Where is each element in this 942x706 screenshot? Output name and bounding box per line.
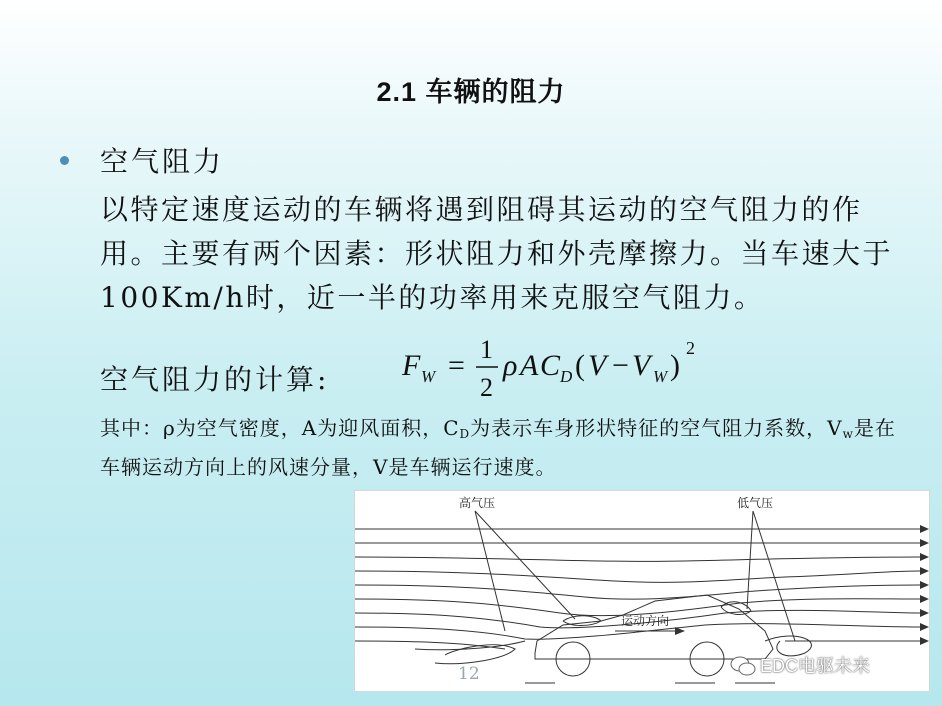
- formula-C: C: [540, 349, 561, 382]
- formula-F: F: [402, 349, 421, 382]
- formula-denominator: 2: [480, 373, 493, 402]
- formula-equals: =: [448, 349, 465, 382]
- label-direction: 运动方向: [621, 614, 670, 628]
- formula-A: A: [520, 349, 539, 382]
- formula-F-sub: W: [421, 367, 436, 386]
- drag-formula: [400, 322, 720, 402]
- note-sub-1: D: [459, 427, 471, 441]
- section-heading: 空气阻力: [100, 145, 225, 178]
- formula-close-paren: ): [670, 349, 680, 382]
- formula-open-paren: (: [575, 349, 585, 382]
- watermark-text: EDC电驱未来: [760, 656, 871, 676]
- slide-title: 2.1 车辆的阻力: [376, 77, 566, 107]
- formula-C-sub: D: [560, 367, 573, 386]
- formula-exponent: 2: [686, 338, 695, 358]
- variable-note: [100, 412, 900, 484]
- description-paragraph: 以特定速度运动的车辆将遇到阻碍其运动的空气阻力的作用。主要有两个因素：形状阻力和外壳摩擦力。当车速大于100Km/h时，近一半的功率用来克服空气阻力。: [100, 193, 894, 314]
- note-part-3: 是在车辆运动方向上的风速分量，V是车辆运行速度。: [100, 416, 896, 479]
- bullet-icon: [60, 156, 69, 165]
- note-part-2: 为表示车身形状特征的空气阻力系数，V: [470, 416, 843, 440]
- formula-V: V: [588, 349, 607, 382]
- calculation-label: 空气阻力的计算:: [100, 363, 330, 396]
- formula-numerator: 1: [480, 335, 493, 364]
- label-high-pressure: 高气压: [459, 496, 496, 510]
- formula-Vw-sub: W: [653, 367, 668, 386]
- label-low-pressure: 低气压: [737, 496, 774, 510]
- note-part-1: 其中：ρ为空气密度，A为迎风面积，C: [100, 416, 460, 440]
- wechat-icon: [730, 655, 756, 677]
- formula-rho: ρ: [503, 349, 518, 382]
- formula-minus: −: [612, 349, 629, 382]
- formula-Vw: V: [632, 349, 651, 382]
- page-number: 12: [458, 664, 480, 684]
- note-sub-2: w: [842, 427, 854, 441]
